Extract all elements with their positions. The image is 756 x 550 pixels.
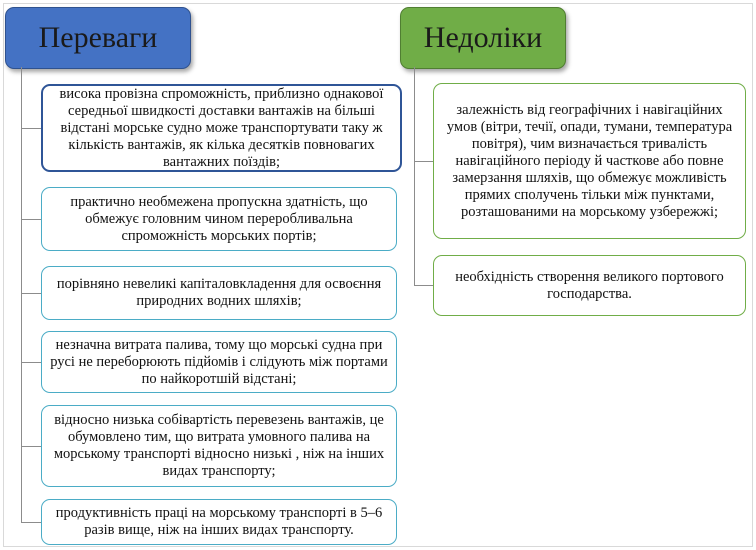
disadvantages-header	[400, 7, 566, 69]
advantage-item	[41, 84, 402, 172]
advantage-text: продуктивність праці на морському транспорті в 5–6 разів вище, ніж на інших видах транспорту.	[55, 505, 383, 538]
advantages-title: Переваги	[38, 21, 158, 54]
left-branch-line	[21, 362, 41, 363]
right-branch-line	[414, 161, 433, 162]
right-spine-line	[414, 67, 415, 286]
disadvantage-text: необхідність створення великого портового господарства.	[455, 268, 724, 302]
left-branch-line	[21, 522, 41, 523]
advantage-text: відносно низька собівартість перевезень вантажів, це обумовлено тим, що витрата умовного палива на морському транспорті відносно низькі , ніж на інших видах транспорту;	[53, 412, 385, 479]
left-spine-line	[21, 67, 22, 523]
left-branch-line	[21, 219, 41, 220]
advantage-item	[41, 266, 397, 320]
advantage-text: практично необмежена пропускна здатність, що обмежує головним чином переробливальна спроможність морських портів;	[70, 193, 368, 244]
left-branch-line	[21, 293, 41, 294]
disadvantages-title: Недоліки	[423, 21, 543, 54]
advantage-item	[41, 499, 397, 545]
advantage-item	[41, 187, 397, 251]
advantage-text: порівняно невеликі капіталовкладення для освоєння природних водних шляхів;	[56, 276, 382, 309]
advantages-header	[5, 7, 191, 69]
advantage-text: незначна витрата палива, тому що морські судна при русі не переборюють підйомів і слідують між портами по найкоротшій відстані;	[50, 336, 388, 387]
left-branch-line	[21, 446, 41, 447]
right-branch-line	[414, 285, 433, 286]
disadvantage-item	[433, 255, 746, 316]
advantage-text: висока провізна спроможність, приблизно однакової середньої швидкості доставки вантажів на більші відстані морське судно може транспортувати таку ж кількість вантажів, як кілька десятків повновагих вантажних поїздів;	[59, 85, 384, 170]
advantage-item	[41, 331, 397, 393]
left-branch-line	[21, 128, 41, 129]
advantage-item	[41, 405, 397, 487]
disadvantage-text: залежність від географічних і навігаційних умов (вітри, течії, опади, тумани, температура повітря), чим визначається тривалість навігаційного періоду й часткове або повне замерзання шляхів, що обмежує можливість прямих сполучень тільки між пунктами, розташованими на морському узбережжі;	[446, 101, 733, 220]
disadvantage-item	[433, 83, 746, 239]
